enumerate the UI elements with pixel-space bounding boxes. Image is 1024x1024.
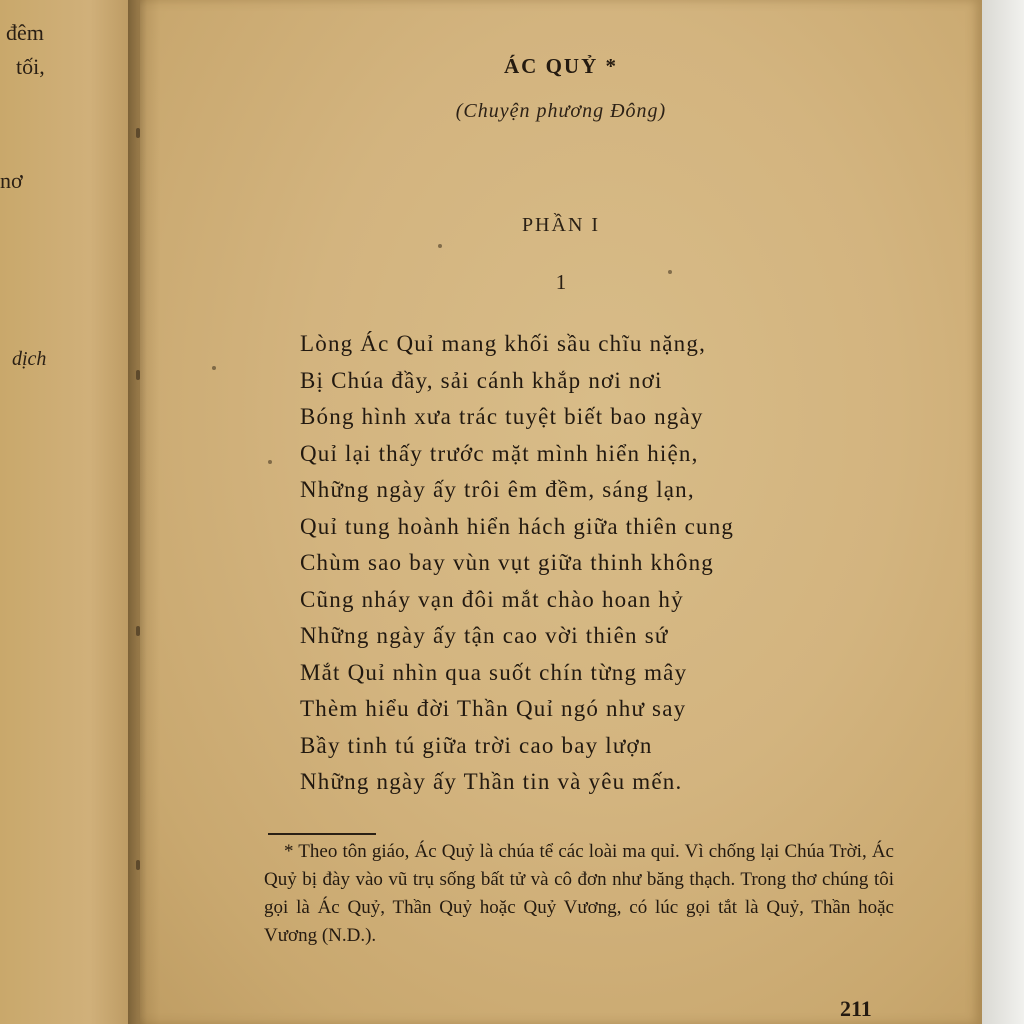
right-page [140,0,982,1024]
binding-stitch [136,370,140,380]
part-heading: PHẦN I [521,214,601,236]
binding-stitch [136,860,140,870]
poem-line: Những ngày ấy trôi êm đềm, sáng lạn, [300,477,695,502]
book-gutter [128,0,160,1024]
poem-line: Những ngày ấy tận cao vời thiên sứ [300,623,669,648]
poem-line: Lòng Ác Quỉ mang khối sầu chĩu nặng, [300,331,707,356]
binding-stitch [136,626,140,636]
table-background [980,0,1024,1024]
poem-line: Chùm sao bay vùn vụt giữa thinh không [300,550,714,575]
poem-stanza [300,326,734,801]
poem-line: Mắt Quỉ nhìn qua suốt chín từng mây [300,659,688,685]
footnote: * Theo tôn giáo, Ác Quỷ là chúa tể các loài ma quỉ. Vì chống lại Chúa Trời, Ác Quỷ bị đày vào vũ trụ sống bất tử và cô đơn như băng thạch. Trong thơ chúng tôi gọi là Ác Quỷ, Thần Quỷ hoặc Quỷ Vương, có lúc gọi tắt là Quỷ, Thần hoặc Vương (N.D.). [264,841,894,946]
paper-speck [438,244,442,248]
paper-speck [212,366,216,370]
poem-line: Bầy tinh tú giữa trời cao bay lượn [300,732,653,758]
poem-line: Quỉ tung hoành hiển hách giữa thiên cung [300,513,735,539]
poem-line: Bóng hình xưa trác tuyệt biết bao ngày [300,404,704,429]
poem-line: Thèm hiểu đời Thần Quỉ ngó như say [300,696,687,721]
left-page-fragment: đêm [6,20,44,45]
left-page-fragment: tối, [16,54,45,79]
poem-line: Cũng nháy vạn đôi mắt chào hoan hỷ [300,586,684,612]
poem-title: ÁC QUỶ * [504,54,618,78]
poem-subtitle: (Chuyện phương Đông) [455,100,667,122]
left-page-fragment: nơ [0,168,23,193]
left-page-fragment: dịch [12,348,47,370]
footnote-divider [268,833,376,835]
section-number: 1 [555,270,567,294]
page-number: 211 [840,996,872,1021]
poem-line: Những ngày ấy Thần tin và yêu mến. [300,769,683,794]
poem-line: Bị Chúa đầy, sải cánh khắp nơi nơi [300,367,663,393]
paper-speck [268,460,272,464]
poem-line: Quỉ lại thấy trước mặt mình hiển hiện, [300,440,699,466]
binding-stitch [136,128,140,138]
paper-speck [668,270,672,274]
